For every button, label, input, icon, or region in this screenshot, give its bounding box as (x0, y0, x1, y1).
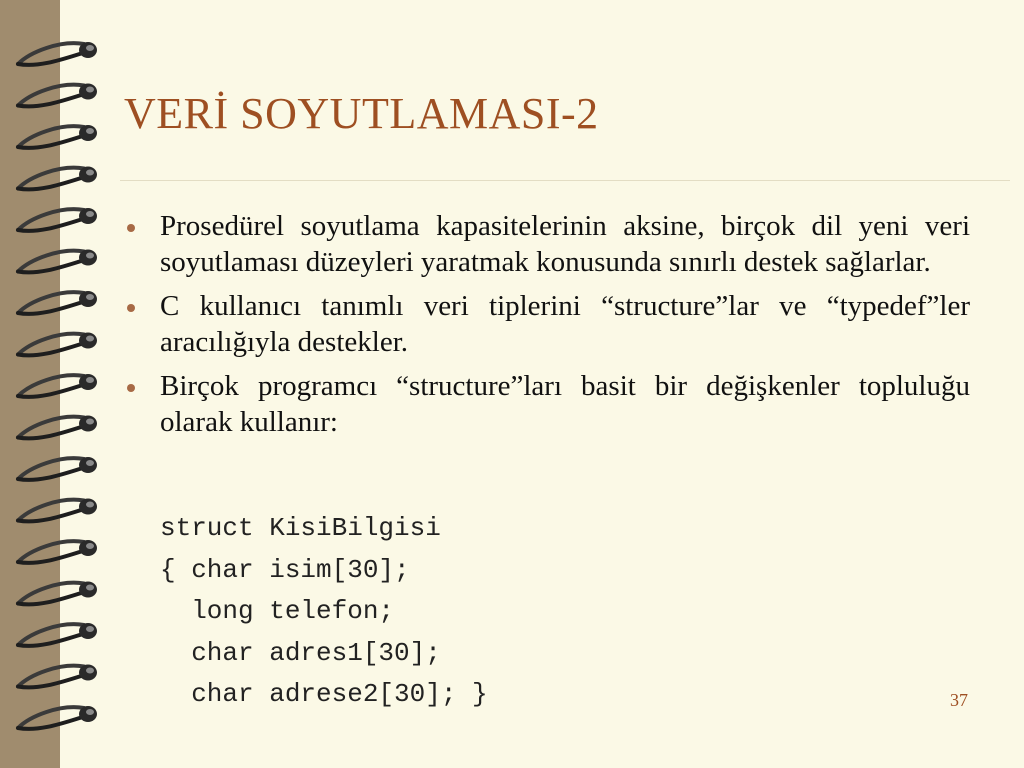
bullet-dot-icon (127, 384, 135, 392)
binding-ring-icon (18, 582, 97, 605)
bullet-dot-icon (127, 224, 135, 232)
binding-ring-icon (18, 42, 97, 65)
code-line: { char isim[30]; (160, 554, 410, 585)
bullet-text: Prosedürel soyutlama kapasitelerinin aksine, birçok dil yeni veri soyutlaması düzeyleri yaratmak konusunda sınırlı destek sağlarlar. (160, 210, 970, 278)
binding-ring-icon (18, 623, 97, 646)
bullet-list (124, 208, 970, 448)
binding-ring-icon (18, 416, 97, 439)
binding-ring-icon (18, 333, 97, 356)
binding-ring-icon (18, 84, 97, 107)
binding-ring-icon (18, 540, 97, 563)
binding-ring-icon (18, 665, 97, 688)
binding-ring-icon (18, 499, 97, 522)
code-line: char adres1[30]; (160, 637, 441, 668)
bullet-item (124, 368, 970, 440)
code-line: char adrese2[30]; } (160, 679, 488, 709)
bullet-dot-icon (127, 304, 135, 312)
binding-ring-icon (18, 250, 97, 273)
code-line: long telefon; (160, 596, 395, 626)
slide-title: VERİ SOYUTLAMASI-2 (124, 89, 599, 138)
page-number: 37 (950, 690, 968, 710)
code-line: struct KisiBilgisi (160, 513, 441, 543)
binding-ring-icon (18, 374, 97, 397)
bullet-text: Birçok programcı “structure”ları basit bir değişkenler topluluğu olarak kullanır: (160, 370, 970, 438)
binding-ring-icon (18, 291, 97, 314)
title-divider (120, 180, 1010, 181)
binding-ring-icon (18, 125, 97, 148)
binding-ring-icon (18, 457, 97, 480)
spiral-rings-icon (0, 0, 120, 768)
bullet-text: C kullanıcı tanımlı veri tiplerini “structure”lar ve “typedef”ler aracılığıyla destekler. (160, 290, 970, 358)
bullet-item (124, 208, 970, 280)
binding-ring-icon (18, 167, 97, 190)
binding-ring-icon (18, 208, 97, 231)
bullet-item (124, 288, 970, 360)
code-block (160, 508, 488, 716)
binding-ring-icon (18, 706, 97, 729)
